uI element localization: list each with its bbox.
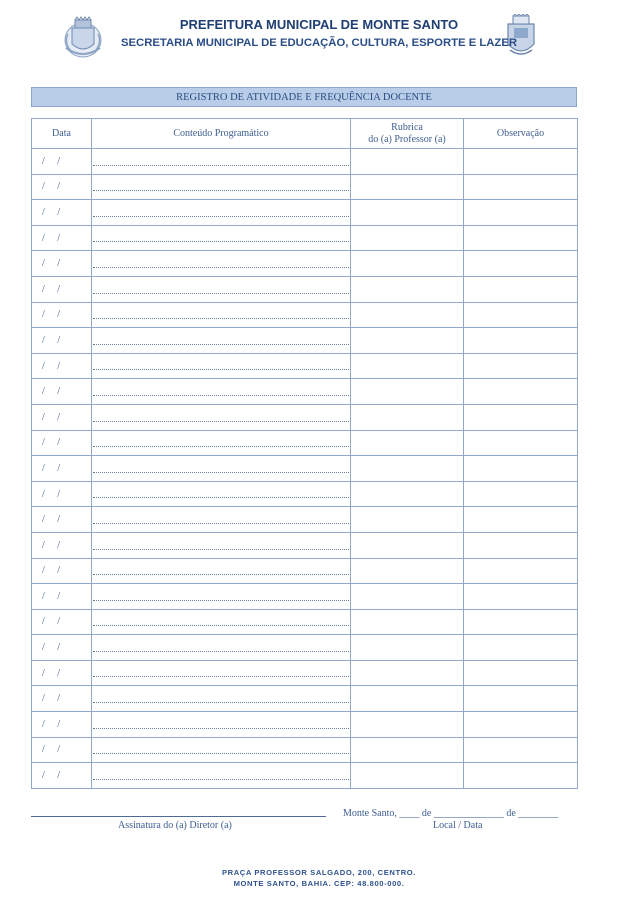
content-cell[interactable]	[92, 225, 351, 251]
table-row	[32, 456, 578, 482]
content-cell[interactable]	[92, 302, 351, 328]
signature-cell[interactable]	[351, 712, 464, 738]
content-cell[interactable]	[92, 737, 351, 763]
table-row	[32, 532, 578, 558]
page-subtitle: SECRETARIA MUNICIPAL DE EDUCAÇÃO, CULTURA, ESPORTE E LAZER	[120, 37, 518, 49]
signature-cell[interactable]	[351, 532, 464, 558]
table-row	[32, 353, 578, 379]
footer-address-line1: PRAÇA PROFESSOR SALGADO, 200, CENTRO.	[221, 868, 417, 877]
date-cell[interactable]: / /	[32, 660, 92, 686]
signature-header-line1: Rubrica	[391, 121, 423, 133]
notes-cell[interactable]	[464, 737, 578, 763]
table-row	[32, 763, 578, 789]
content-cell[interactable]	[92, 635, 351, 661]
attendance-table	[31, 118, 578, 789]
signature-cell[interactable]	[351, 379, 464, 405]
column-header-signature	[351, 119, 464, 149]
signature-cell[interactable]	[351, 635, 464, 661]
date-cell[interactable]: / /	[32, 149, 92, 175]
date-cell[interactable]: / /	[32, 302, 92, 328]
notes-cell[interactable]	[464, 712, 578, 738]
signature-cell[interactable]	[351, 430, 464, 456]
notes-cell[interactable]	[464, 404, 578, 430]
notes-cell[interactable]	[464, 456, 578, 482]
content-cell[interactable]	[92, 660, 351, 686]
notes-cell[interactable]	[464, 379, 578, 405]
content-cell[interactable]	[92, 174, 351, 200]
content-cell[interactable]	[92, 430, 351, 456]
signature-cell[interactable]	[351, 660, 464, 686]
notes-cell[interactable]	[464, 481, 578, 507]
column-header-content: Conteúdo Programático	[92, 119, 351, 149]
signature-cell[interactable]	[351, 302, 464, 328]
table-row	[32, 302, 578, 328]
notes-cell[interactable]	[464, 430, 578, 456]
signature-cell[interactable]	[351, 763, 464, 789]
signature-cell[interactable]	[351, 456, 464, 482]
signature-cell[interactable]	[351, 609, 464, 635]
place-date-label: Local / Data	[433, 820, 483, 831]
table-row	[32, 200, 578, 226]
date-cell[interactable]: / /	[32, 404, 92, 430]
content-cell[interactable]	[92, 404, 351, 430]
date-cell[interactable]: / /	[32, 763, 92, 789]
signature-cell[interactable]	[351, 481, 464, 507]
date-cell[interactable]: / /	[32, 174, 92, 200]
director-signature-label: Assinatura do (a) Diretor (a)	[118, 820, 232, 831]
table-row	[32, 635, 578, 661]
date-cell[interactable]: / /	[32, 200, 92, 226]
date-cell[interactable]: / /	[32, 507, 92, 533]
notes-cell[interactable]	[464, 507, 578, 533]
content-cell[interactable]	[92, 507, 351, 533]
notes-cell[interactable]	[464, 763, 578, 789]
table-header-row	[32, 119, 578, 149]
signature-cell[interactable]	[351, 558, 464, 584]
table-row	[32, 328, 578, 354]
notes-cell[interactable]	[464, 532, 578, 558]
signature-cell[interactable]	[351, 149, 464, 175]
content-cell[interactable]	[92, 276, 351, 302]
content-cell[interactable]	[92, 456, 351, 482]
table-row	[32, 584, 578, 610]
director-signature-line[interactable]	[31, 816, 326, 817]
date-cell[interactable]: / /	[32, 686, 92, 712]
notes-cell[interactable]	[464, 174, 578, 200]
notes-cell[interactable]	[464, 149, 578, 175]
table-body	[32, 149, 578, 789]
content-cell[interactable]	[92, 532, 351, 558]
signature-cell[interactable]	[351, 251, 464, 277]
notes-cell[interactable]	[464, 276, 578, 302]
date-cell[interactable]: / /	[32, 481, 92, 507]
table-row	[32, 686, 578, 712]
notes-cell[interactable]	[464, 302, 578, 328]
content-cell[interactable]	[92, 763, 351, 789]
table-row	[32, 507, 578, 533]
content-cell[interactable]	[92, 149, 351, 175]
form-banner: REGISTRO DE ATIVIDADE E FREQUÊNCIA DOCENTE	[31, 87, 577, 107]
signature-header-line2: do (a) Professor (a)	[368, 133, 446, 145]
signature-cell[interactable]	[351, 225, 464, 251]
table-row	[32, 609, 578, 635]
place-date-field[interactable]: Monte Santo, ____ de ______________ de ________	[343, 808, 559, 819]
notes-cell[interactable]	[464, 251, 578, 277]
signature-cell[interactable]	[351, 507, 464, 533]
date-cell[interactable]: / /	[32, 712, 92, 738]
signature-cell[interactable]	[351, 328, 464, 354]
content-cell[interactable]	[92, 558, 351, 584]
signature-cell[interactable]	[351, 200, 464, 226]
table-row	[32, 660, 578, 686]
signature-cell[interactable]	[351, 276, 464, 302]
date-cell[interactable]: / /	[32, 328, 92, 354]
table-row	[32, 404, 578, 430]
date-cell[interactable]: / /	[32, 737, 92, 763]
date-cell[interactable]: / /	[32, 532, 92, 558]
notes-cell[interactable]	[464, 584, 578, 610]
table-row	[32, 251, 578, 277]
table-row	[32, 430, 578, 456]
date-cell[interactable]: / /	[32, 379, 92, 405]
notes-cell[interactable]	[464, 353, 578, 379]
signature-cell[interactable]	[351, 737, 464, 763]
date-cell[interactable]: / /	[32, 251, 92, 277]
notes-cell[interactable]	[464, 660, 578, 686]
content-cell[interactable]	[92, 353, 351, 379]
date-cell[interactable]: / /	[32, 225, 92, 251]
table-row	[32, 712, 578, 738]
table-row	[32, 149, 578, 175]
content-cell[interactable]	[92, 686, 351, 712]
table-row	[32, 174, 578, 200]
notes-cell[interactable]	[464, 686, 578, 712]
notes-cell[interactable]	[464, 200, 578, 226]
table-row	[32, 276, 578, 302]
content-cell[interactable]	[92, 251, 351, 277]
content-cell[interactable]	[92, 200, 351, 226]
notes-cell[interactable]	[464, 225, 578, 251]
date-cell[interactable]: / /	[32, 635, 92, 661]
content-cell[interactable]	[92, 379, 351, 405]
table-row	[32, 379, 578, 405]
column-header-notes: Observação	[464, 119, 578, 149]
date-cell[interactable]: / /	[32, 430, 92, 456]
date-cell[interactable]: / /	[32, 609, 92, 635]
date-cell[interactable]: / /	[32, 353, 92, 379]
date-cell[interactable]: / /	[32, 456, 92, 482]
signature-cell[interactable]	[351, 174, 464, 200]
content-cell[interactable]	[92, 328, 351, 354]
signature-cell[interactable]	[351, 686, 464, 712]
notes-cell[interactable]	[464, 328, 578, 354]
table-row	[32, 737, 578, 763]
content-cell[interactable]	[92, 481, 351, 507]
signature-cell[interactable]	[351, 404, 464, 430]
content-cell[interactable]	[92, 584, 351, 610]
column-header-date: Data	[32, 119, 92, 149]
content-cell[interactable]	[92, 609, 351, 635]
date-cell[interactable]: / /	[32, 558, 92, 584]
notes-cell[interactable]	[464, 635, 578, 661]
signature-cell[interactable]	[351, 353, 464, 379]
table-row	[32, 558, 578, 584]
table-row	[32, 225, 578, 251]
page-title: PREFEITURA MUNICIPAL DE MONTE SANTO	[179, 17, 459, 32]
footer-address-line2: MONTE SANTO, BAHIA. CEP: 48.800-000.	[233, 879, 405, 888]
table-row	[32, 481, 578, 507]
notes-cell[interactable]	[464, 558, 578, 584]
notes-cell[interactable]	[464, 609, 578, 635]
signature-cell[interactable]	[351, 584, 464, 610]
content-cell[interactable]	[92, 712, 351, 738]
date-cell[interactable]: / /	[32, 276, 92, 302]
date-cell[interactable]: / /	[32, 584, 92, 610]
